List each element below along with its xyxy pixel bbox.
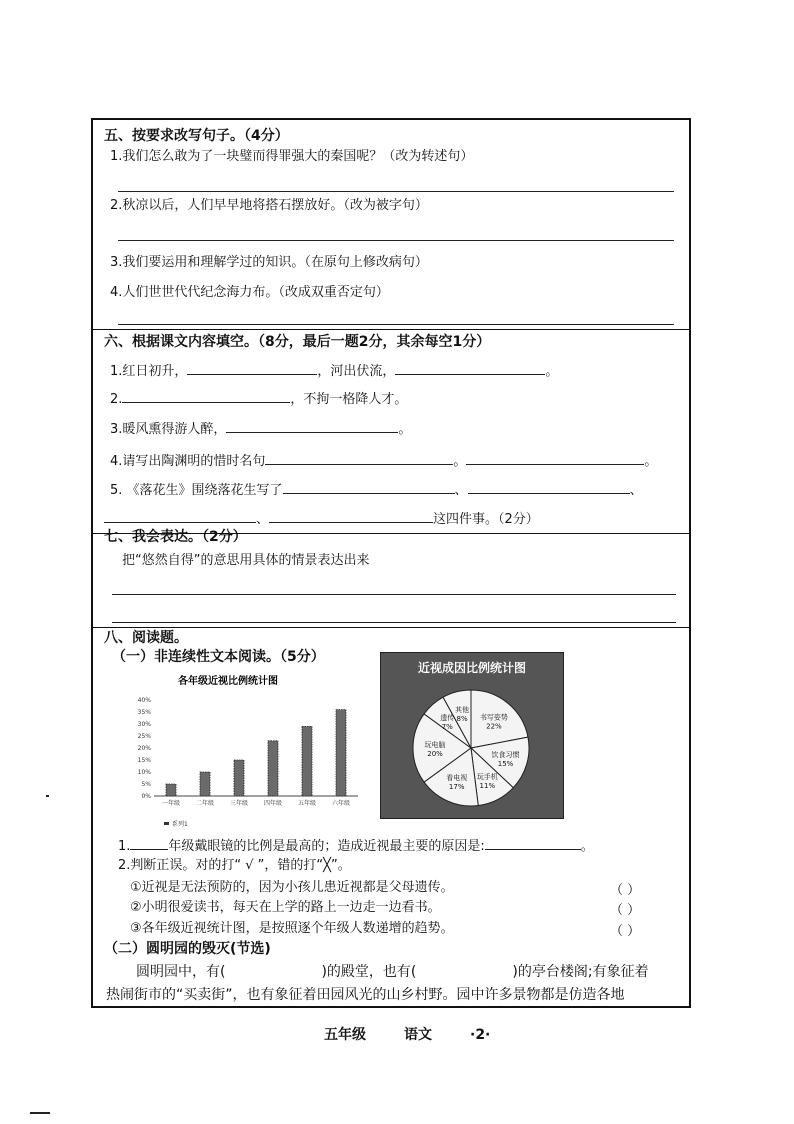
q-text: )的亭台楼阁;有象征着 — [512, 964, 649, 980]
s6-question-1 — [110, 362, 558, 381]
pie-slice-label: 饮食习惯 — [491, 751, 520, 760]
bar — [200, 772, 210, 796]
scan-mark — [30, 1112, 50, 1114]
section8-title: 八、阅读题。 — [104, 630, 188, 646]
fill-blank[interactable] — [283, 481, 455, 494]
pie-slice-percent: 11% — [479, 782, 496, 791]
x-tick-label: 五年级 — [297, 800, 317, 807]
y-tick-label: 0% — [141, 793, 151, 800]
answer-line[interactable] — [112, 594, 676, 595]
chart-title: 各年级近视比例统计图 — [178, 676, 278, 687]
q-text: 这四件事。（2分） — [433, 512, 539, 527]
section7-title: 七、我会表达。（2分） — [104, 529, 247, 545]
s5-question-2: 2.秋凉以后，人们早早地将搭石摆放好。（改为被字句） — [110, 198, 428, 213]
pie-slice-percent: 17% — [448, 783, 465, 792]
s7-prompt: 把“悠然自得”的意思用具体的情景表达出来 — [122, 553, 370, 568]
fill-blank[interactable] — [104, 510, 256, 523]
y-tick-label: 25% — [137, 733, 151, 740]
reading-sub2: （二）圆明园的毁灭(节选) — [104, 941, 271, 957]
judge-1: ①近视是无法预防的，因为小孩儿患近视都是父母遗传。 — [130, 880, 454, 895]
y-tick-label: 15% — [137, 757, 151, 764]
x-tick-label: 六年级 — [331, 800, 351, 807]
q-text: ，河出伏流， — [317, 364, 396, 379]
chart-legend: 系列1 — [172, 821, 188, 828]
q-text: 2. — [110, 392, 123, 407]
q-text: 。 — [580, 839, 594, 854]
q-text: 。 — [545, 364, 559, 379]
q-text: 。 — [453, 454, 467, 469]
q-text: )的殿堂，也有( — [321, 964, 417, 980]
x-tick-label: 二年级 — [195, 800, 215, 807]
y-tick-label: 30% — [137, 721, 151, 728]
s6-question-3 — [110, 420, 411, 439]
q-text: 4.请写出陶渊明的惜时名句 — [110, 454, 266, 469]
x-tick-label: 四年级 — [263, 800, 283, 807]
judge-3-answer[interactable]: （ ） — [610, 924, 641, 939]
fill-blank[interactable] — [187, 362, 317, 375]
pie-slice-percent: 8% — [456, 715, 468, 724]
x-tick-label: 三年级 — [229, 800, 249, 807]
passage-line-2: 热闹街市的“买卖街”，也有象征着田园风光的山乡村野。园中许多景物都是仿造各地 — [106, 987, 625, 1003]
fill-blank[interactable] — [466, 452, 644, 465]
q-text: 圆明园中，有( — [136, 964, 226, 980]
judge-2-answer[interactable]: （ ） — [610, 903, 641, 918]
s5-question-1: 1.我们怎么敢为了一块璧而得罪强大的秦国呢？（改为转述句） — [110, 149, 474, 164]
fill-blank[interactable] — [485, 837, 581, 850]
x-tick-label: 一年级 — [161, 800, 181, 807]
pie-slice-percent: 22% — [486, 722, 502, 731]
pie-slice-label: 遗传 — [440, 714, 455, 723]
q-text: 1. — [118, 839, 131, 854]
q-text: 。 — [644, 454, 658, 469]
s6-question-5-cont — [104, 510, 539, 529]
fill-blank[interactable] — [122, 390, 290, 403]
fill-blank[interactable] — [265, 452, 453, 465]
bar — [302, 726, 312, 796]
fill-blank[interactable] — [468, 481, 630, 494]
y-tick-label: 5% — [141, 781, 151, 788]
pie-slice-label: 玩电脑 — [424, 741, 446, 749]
judge-1-answer[interactable]: （ ） — [610, 883, 641, 898]
answer-line[interactable] — [118, 191, 674, 192]
y-tick-label: 20% — [137, 745, 151, 752]
footer-subject: 语文 — [404, 1027, 432, 1043]
scan-mark — [46, 795, 49, 797]
pie-title-text: 近视成因比例统计图 — [417, 661, 526, 675]
pie-slice-percent: 15% — [497, 760, 514, 769]
reading-sub1: （一）非连续性文本阅读。（5分） — [112, 649, 325, 665]
answer-line[interactable] — [118, 324, 674, 325]
judge-3: ③各年级近视统计图，是按照逐个年级人数递增的趋势。 — [130, 921, 454, 936]
fill-blank[interactable] — [395, 362, 545, 375]
pie-chart — [381, 653, 563, 818]
fill-blank[interactable] — [269, 510, 433, 523]
s5-question-3: 3.我们要运用和理解学过的知识。（在原句上修改病句） — [110, 255, 428, 270]
s6-question-4 — [110, 452, 657, 471]
section-divider — [91, 627, 691, 628]
passage-line-1 — [136, 963, 649, 981]
pie-slice-label: 其他 — [455, 706, 470, 715]
legend-swatch — [164, 822, 169, 825]
bar-chart — [128, 670, 360, 830]
q-text: 3.暖风熏得游人醉， — [110, 422, 227, 437]
pie-chart-panel — [380, 652, 564, 819]
bar — [336, 710, 346, 796]
s6-question-2 — [110, 390, 407, 409]
q-text: 。 — [398, 422, 412, 437]
judge-2: ②小明很爱读书，每天在上学的路上一边走一边看书。 — [130, 900, 441, 915]
pie-slice-percent: 20% — [427, 750, 443, 758]
fill-blank[interactable] — [130, 837, 168, 850]
q-text: 5. 《落花生》围绕落花生写了 — [110, 483, 283, 498]
q-text: 、 — [629, 483, 643, 498]
bar — [234, 760, 244, 796]
footer-page: ·2· — [470, 1027, 491, 1043]
y-tick-label: 35% — [137, 709, 151, 716]
answer-line[interactable] — [118, 240, 674, 241]
s8-question-2: 2.判断正误。对的打“ √ ”，错的打“╳”。 — [118, 858, 351, 873]
pie-slice-label: 书写姿势 — [479, 713, 508, 722]
s5-question-4: 4.人们世世代代纪念海力布。（改成双重否定句） — [110, 285, 389, 300]
answer-line[interactable] — [112, 622, 676, 623]
y-tick-label: 40% — [137, 697, 151, 704]
q-text: 年级戴眼镜的比例是最高的；造成近视最主要的原因是: — [168, 839, 485, 854]
pie-slice-label: 玩手机 — [476, 773, 498, 782]
pie-slice-percent: 7% — [441, 723, 453, 732]
bar — [268, 741, 278, 796]
s8-question-1 — [118, 837, 594, 856]
q-text: 、 — [256, 512, 270, 527]
q-text: 、 — [454, 483, 468, 498]
section5-title: 五、按要求改写句子。（4分） — [104, 128, 289, 144]
section6-title: 六、根据课文内容填空。（8分，最后一题2分，其余每空1分） — [104, 334, 491, 350]
footer-grade: 五年级 — [324, 1027, 366, 1043]
s6-question-5 — [110, 481, 643, 500]
y-tick-label: 10% — [137, 769, 151, 776]
pie-slice-label: 看电视 — [446, 774, 468, 783]
q-text: ，不拘一格降人才。 — [290, 392, 408, 407]
bar — [166, 784, 176, 796]
q-text: 1.红日初升， — [110, 364, 188, 379]
section-divider — [91, 329, 691, 330]
fill-blank[interactable] — [226, 420, 398, 433]
